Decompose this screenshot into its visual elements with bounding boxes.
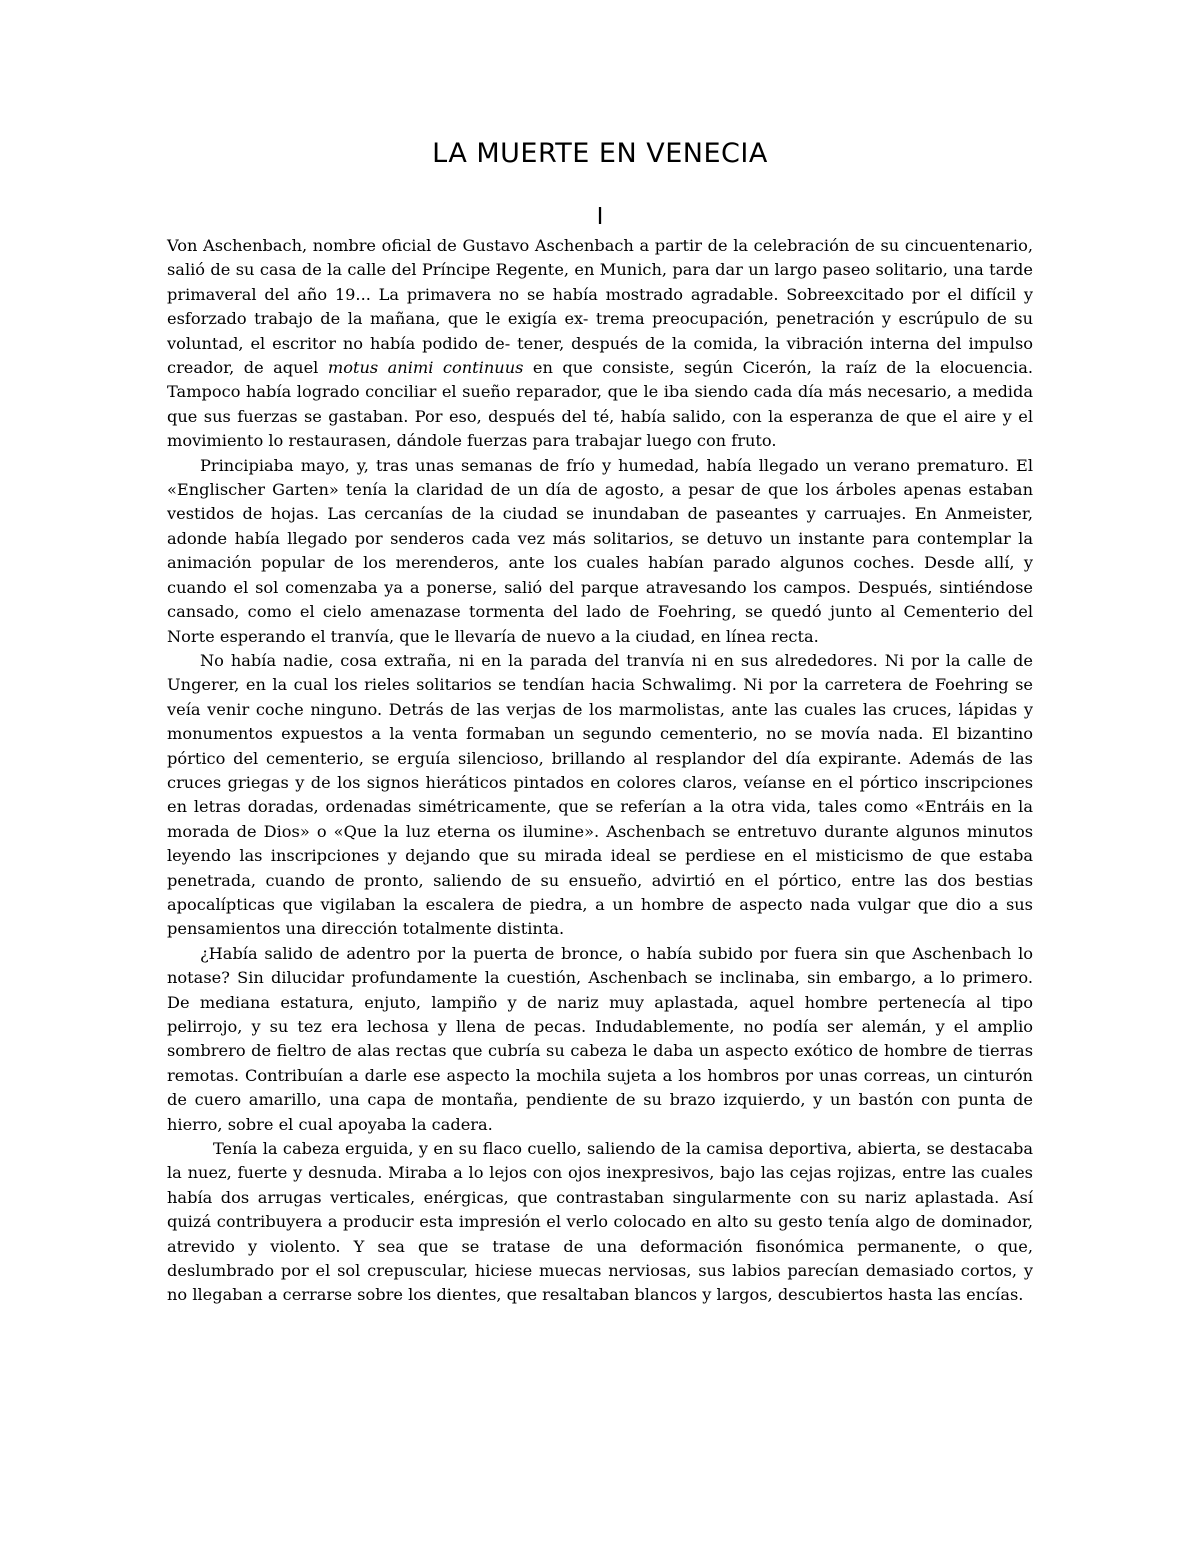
paragraph-1-text-a: Von Aschenbach, nombre oficial de Gustavo Aschenbach a partir de la celebración de su cincuentenario, salió de su casa de la calle del Príncipe Regente, en Munich, para dar un largo paseo solitario, una tarde primaveral del año 19... La primavera no se había mostrado agradable. Sobreexcitado por el difícil y esforzado trabajo de la mañana, que le exigía ex- trema preocupación, penetración y escrúpulo de su voluntad, el escritor no había podido de- tener, después de la comida, la vibración interna del impulso creador, de aquel (167, 236, 1033, 378)
chapter-heading: I (596, 204, 604, 230)
paragraph-2: Principiaba mayo, y, tras unas semanas de frío y humedad, había llegado un verano prematuro. El «Englischer Garten» tenía la claridad de un día de agosto, a pesar de que los árboles apenas estaban vestidos de hojas. Las cercanías de la ciudad se inundaban de paseantes y carruajes. En Anmeister, adonde había llegado por senderos cada vez más solitarios, se detuvo un instante para contemplar la animación popular de los merenderos, ante los cuales habían parado algunos coches. Desde allí, y cuando el sol comenzaba ya a ponerse, salió del parque atravesando los campos. Después, sintiéndose cansado, como el cielo amenazase tormenta del lado de Foehring, se quedó junto al Cementerio del Norte esperando el tranvía, que le llevaría de nuevo a la ciudad, en línea recta. (167, 455, 1033, 646)
paragraph-1-text-b: en que consiste, según Cicerón, la raíz de la elocuencia. Tampoco había logrado conciliar el sueño reparador, que le iba siendo cada día más necesario, a medida que sus fuerzas se gastaban. Por eso, después del té, había salido, con la esperanza de que el aire y el movimiento lo restaurasen, dándole fuerzas para trabajar luego con fruto. (167, 358, 1033, 451)
paragraph-1 (167, 234, 1033, 454)
paragraph-5: Tenía la cabeza erguida, y en su flaco cuello, saliendo de la camisa deportiva, abierta, se destacaba la nuez, fuerte y desnuda. Miraba a lo lejos con ojos inexpresivos, bajo las cejas rojizas, entre las cuales había dos arrugas verticales, enérgicas, que contrastaban singularmente con su nariz aplastada. Así quizá contribuyera a producir esta impresión el verlo colocado en alto su gesto tenía algo de dominador, atrevido y violento. Y sea que se tratase de una deformación fisonómica permanente, o que, deslumbrado por el sol crepuscular, hiciese muecas nerviosas, sus labios parecían demasiado cortos, y no llegaban a cerrarse sobre los dientes, que resaltaban blancos y largos, descubiertos hasta las encías. (167, 1139, 1033, 1305)
paragraph-1-italic-phrase: motus animi continuus (327, 358, 524, 378)
paragraph-3: No había nadie, cosa extraña, ni en la parada del tranvía ni en sus alrededores. Ni por la calle de Ungerer, en la cual los rieles solitarios se tendían hacia Schwalimg. Ni por la carretera de Foehring se veía venir coche ninguno. Detrás de las verjas de los marmolistas, ante las cuales las cruces, lápidas y monumentos expuestos a la venta formaban un segundo cementerio, no se movía nada. El bizantino pórtico del cementerio, se erguía silencioso, brillando al resplandor del día expirante. Además de las cruces griegas y de los signos hieráticos pintados en colores claros, veíanse en el pórtico inscripciones en letras doradas, ordenadas simétricamente, que se referían a la otra vida, tales como «Entráis en la morada de Dios» o «Que la luz eterna os ilumine». Aschenbach se entretuvo durante algunos minutos leyendo las inscripciones y dejando que su mirada ideal se perdiese en el misticismo de que estaba penetrada, cuando de pronto, saliendo de su ensueño, advirtió en el pórtico, entre las dos bestias apocalípticas que vigilaban la escalera de piedra, a un hombre de aspecto nada vulgar que dio a sus pensamientos una dirección totalmente distinta. (167, 650, 1033, 939)
document-body (167, 234, 1033, 1308)
document-title: LA MUERTE EN VENECIA (432, 138, 768, 169)
paragraph-4: ¿Había salido de adentro por la puerta de bronce, o había subido por fuera sin que Aschenbach lo notase? Sin dilucidar profundamente la cuestión, Aschenbach se inclinaba, sin embargo, a lo primero. De mediana estatura, enjuto, lampiño y de nariz muy aplastada, aquel hombre pertenecía al tipo pelirrojo, y su tez era lechosa y llena de pecas. Indudablemente, no podía ser alemán, y el amplio sombrero de fieltro de alas rectas que cubría su cabeza le daba un aspecto exótico de hombre de tierras remotas. Contribuían a darle ese aspecto la mochila sujeta a los hombros por unas correas, un cinturón de cuero amarillo, una capa de montaña, pendiente de su brazo izquierdo, y un bastón con punta de hierro, sobre el cual apoyaba la cadera. (167, 943, 1033, 1134)
